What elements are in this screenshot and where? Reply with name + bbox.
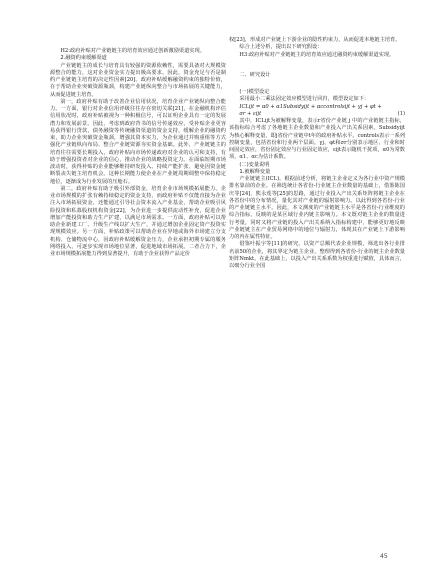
paragraph-1: 产业链链主的成长与培育具有较强的资源依赖性，需要具备对大规模资源整合的能力，这对企业资金实力提出极高要求。因此，资金充足与否是制约产业链链主培育的决定性因素[20]。政府补贴缓解融资约束的独特价值，在于帮助企业突破资源瓶颈，构建产业链纵向整合与市场拓展的关键能力，从而促进链主培育。	[50, 62, 226, 98]
equation-line-2-text: σr + εijt	[239, 110, 262, 117]
paragraph-2: 第一，政府补贴有助于改善企业信用状况，培育企业产业链纵向整合能力。一方面，银行对企业信用评级往往存在密切关联[21]，在金融机构评估信用状况时，政府补贴被视为一种积极信号，可以证明企业具有一定的发展潜力和发展前景。因此，考虑到政府背书的信号传递效应，受补贴企业更容易获得银行贷款，债务融资等传统融资渠道的资金支持，缓解企业的融资约束，助力企业突破资金瓶颈，增强其资本实力，为企业通过并购重组等方式强化产业链纵向布局、整合产业链资源夯实资金基础。此外，产业链链主的培育往往需要长期投入，政府补贴向市场传递政府对企业的认可和支持，有助于增强投资者对企业的信心，推动企业的战略投资定力。在面临短期市场波动时，获得补贴的企业能够维持研发投入、持续产能扩张、避免因资金链断裂丧失链主培育机会。这种长期能力使企业在产业链周期调整中保持稳定地位，逐渐成为行业发展的压舱石。	[50, 98, 226, 185]
variable-title-dependent: 1.被解释变量	[239, 168, 271, 175]
paragraph-3: 第二，政府补贴有助于吸引外部资金，培育企业市场规模拓展能力。企业市场规模的扩张有赖持续稳定的资金支持，而政府补贴不仅能直接为企业注入市场拓展资金，还能通过引导社会资本流入产业基金，帮助企业吸引风险投资和私募股权机构资金[22]，为企业进一步提供流动性补充，促进企业增加产能投资和助力生产扩建，以满足市场需求。一方面，政府补贴可以帮助企业新建工厂、升级生产线以扩大生产，并通过增加企业固定资产投资实现规模效应。另一方面，补贴政策可以帮助企业在异地或海外市场建立分支机构、仓储物流中心，因政府补贴缓解资金压力，企业承担初期专属的服务网络投入，可逐步实现市场地位显著，促进地域市场拓展。二者合力下，企业市场规模拓展能力得到显著提升，有助于企业获得产品定价	[50, 185, 226, 257]
subsection-variable-description: (二)变量说明	[239, 161, 270, 168]
subsection-model-setting: (一)模型设定	[239, 89, 270, 95]
equation-line-1: ICLijt = α0 + α1Subsidyijt + αccontrolsijt + γj + φt +	[239, 103, 382, 110]
section-title-financing-constraint: 2.融资约束缓解渠道	[60, 55, 107, 62]
left-column	[50, 0, 226, 258]
model-intro: 采用最小二乘法固定效应模型进行回归，模型设定如下：	[239, 96, 370, 103]
hypothesis-h3: H3:政府补贴对产业链链主的培育效应通过融资约束缓解渠道实现。	[239, 51, 395, 58]
spacer	[229, 79, 405, 89]
right-column	[229, 0, 405, 270]
page-number: 45	[380, 553, 388, 560]
paragraph-continuation: 权[23]，形成对产业链上下游企业的隐性约束力，从而促进本地链主培育。	[229, 37, 401, 43]
variable-paragraph-2: 借鉴叶振宇等[11]的研究，以资产总额代表企业规模，筛选出各行业排名前50的企业，将其界定为链主企业，整理得到各省份-行业的链主企业数量矩阵Nmkt。在此基础上，以投入产出关系系数为权重进行赋值，具体而言，以细分行业全国	[229, 241, 405, 269]
summary-line: 综合上述分析，提出以下研究假设：	[239, 44, 323, 51]
model-explanation: 其中，ICLijt为被解释变量，表示r省份产业链 j 中的产业链链主指标，该指标综合考虑了各地链主企业数量和产业投入产出关系因素。Subsidyijt为核心解释变量，即j省份产业链中t年的政府补贴水平。controls表示一系列控制变量，包括省份和行业两个层面。γj、φt和σr分别表示地区、行业和时间固定效应，省份固定效应与行业固定效应，εijt表示随机干扰项，α0为常数项，α1、αc为估计系数。	[229, 118, 405, 161]
section-heading-research-design: 二、研究设计	[239, 71, 271, 78]
equation-line-2	[229, 111, 405, 118]
variable-paragraph-1: 产业链链主(ICL)。根据前述分析，将链主企业定义为各行业中资产规模排名靠前的企业。在筛选统计各省份-行业链主企业数量的基础上，借鉴陈国庆等[24]、熊永莲等[25]的思路，通过行业投入产出关系矩阵将链主企业在各省份中的分布情况，量化其对产业链的辐射影响力。以此得到各省份-行业的产业链链主水平。因此，本文测度的产业链链主水平是各省份-行业维度的综合指标，反映的是某区域行业内链主影响力。本文既对链主企业的数量进行考量，同时又将产业链的投入产出关系纳入指标构建中，能够更好地反映产业链链主在产业贸易网络中的地位与辐射力，体现其在产业链上下游影响力的内在属性特征。	[229, 176, 405, 240]
hypothesis-h2: H2:政府补贴对产业链链主的培育效应通过创新激励渠道实现。	[60, 48, 205, 54]
equation-number: (1)	[397, 110, 405, 117]
